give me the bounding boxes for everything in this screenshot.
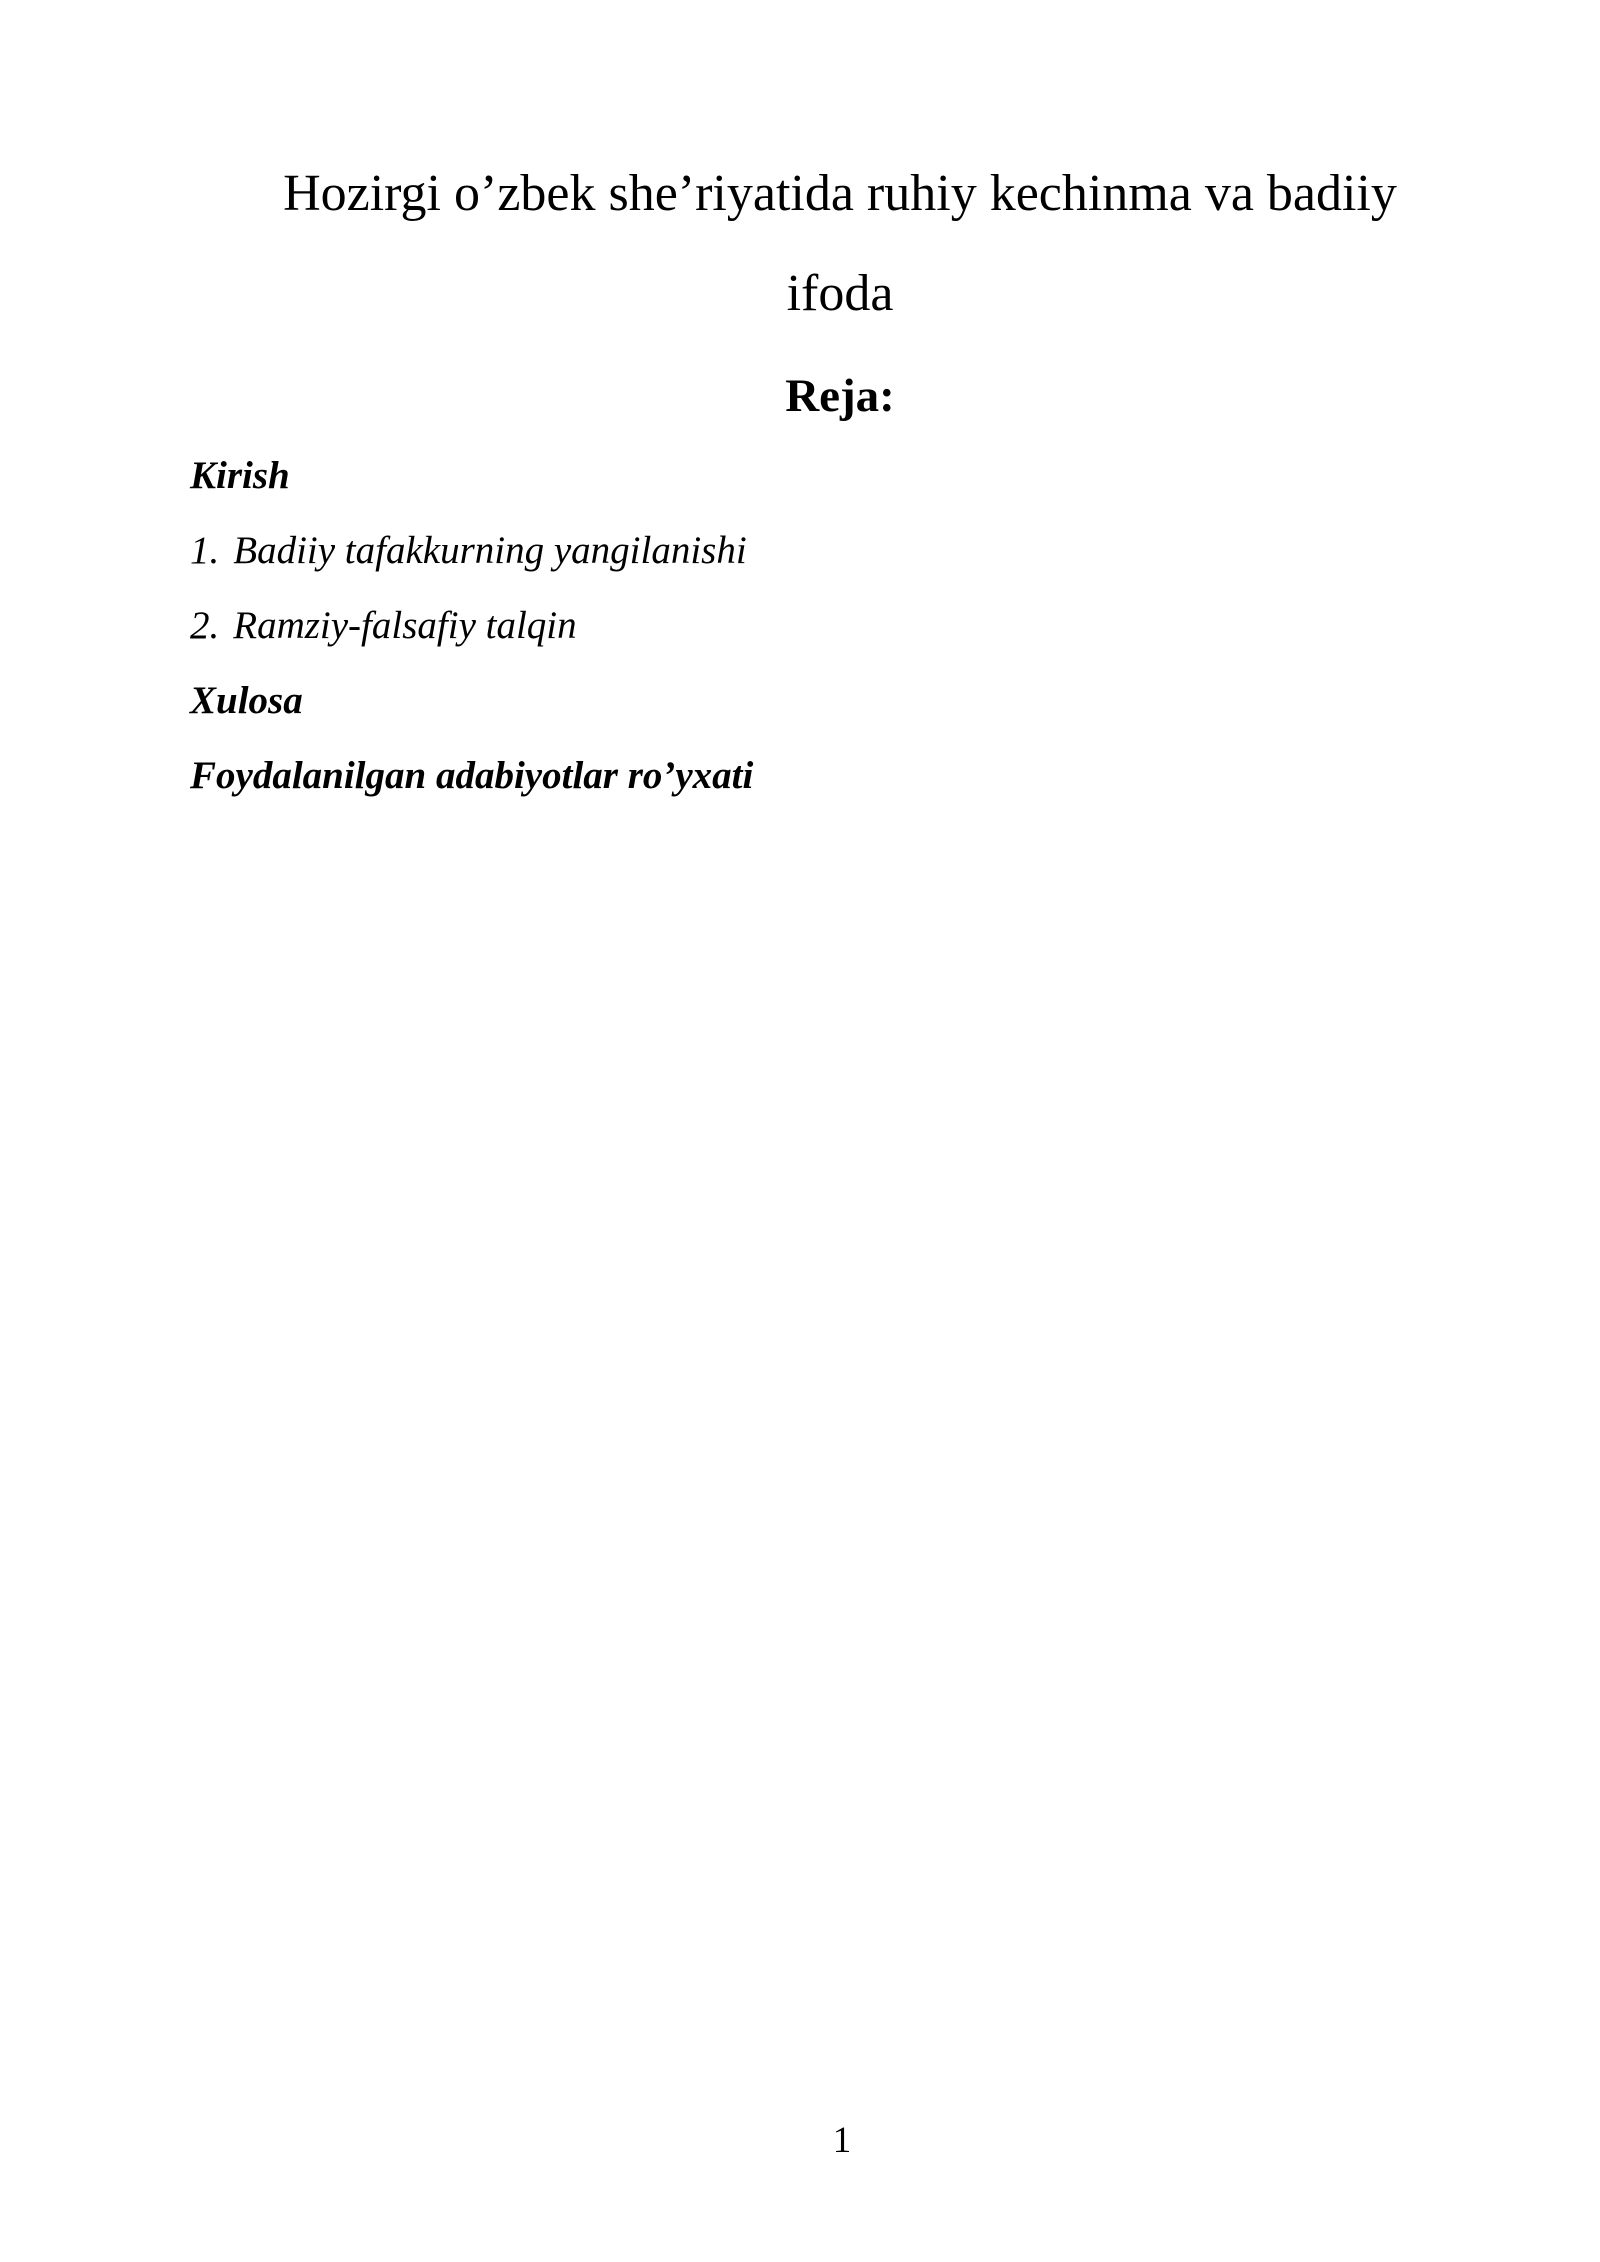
title-line-1: Hozirgi o’zbek she’riyatida ruhiy kechinma va badiiy (283, 165, 1397, 222)
outline-item-kirish (190, 438, 1490, 513)
plan-heading: Reja: (785, 370, 895, 422)
outline-item-label: Ramziy-falsafiy talqin (233, 604, 577, 647)
outline-item-label: Badiiy tafakkurning yangilanishi (233, 529, 747, 572)
outline-item-label: Foydalanilgan adabiyotlar ro’yxati (190, 754, 754, 797)
outline-item-label: Xulosa (190, 679, 303, 722)
outline-item-number: 1. (190, 529, 220, 572)
outline-item-number: 2. (190, 604, 220, 647)
outline-list (190, 438, 1490, 813)
outline-item-xulosa (190, 663, 1490, 738)
outline-item-label: Kirish (190, 454, 290, 497)
outline-item-2 (190, 588, 1490, 663)
document-title (190, 144, 1490, 344)
page-number: 1 (832, 2120, 852, 2161)
outline-item-adabiyotlar (190, 738, 1490, 813)
outline-item-1 (190, 513, 1490, 588)
title-line-2: ifoda (786, 265, 894, 322)
